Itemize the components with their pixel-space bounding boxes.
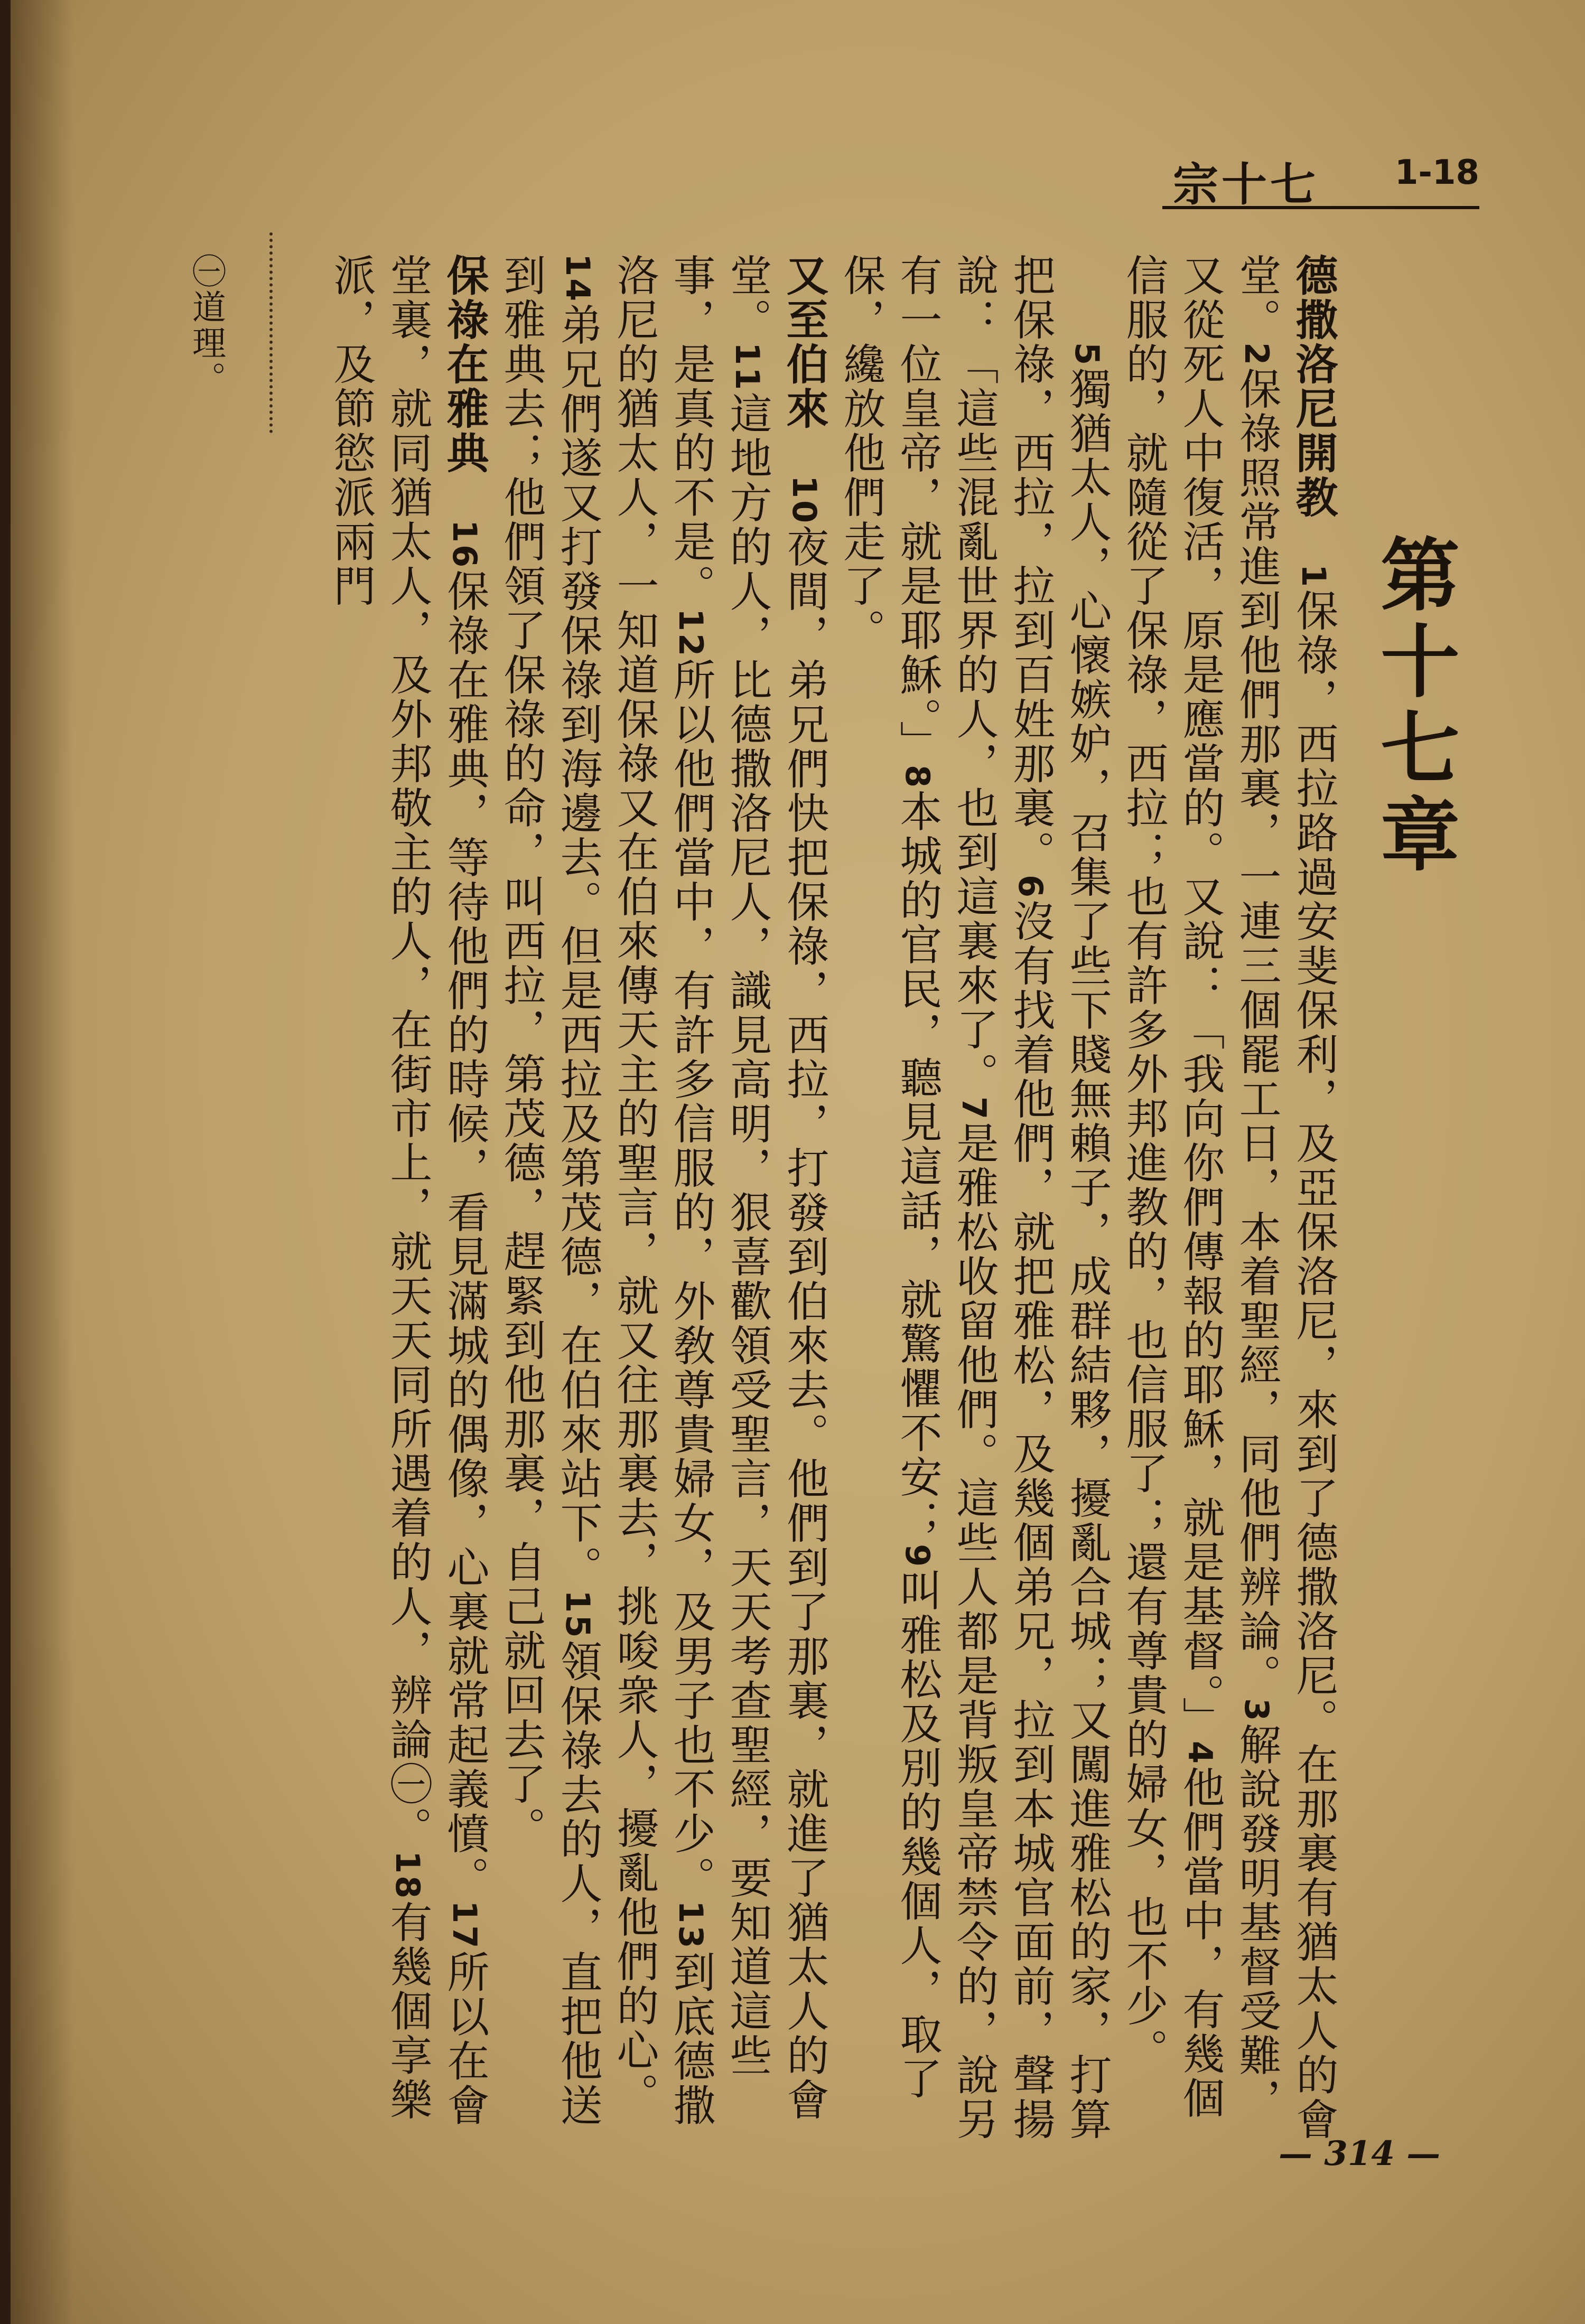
footnote-divider — [269, 232, 294, 433]
verse-text: 解說發明基督受難，又從死人中復活，原是應當的。又說：「我向你們傳報的耶穌，就是基督。」 — [1176, 254, 1281, 2123]
verse-number: 13 — [672, 1900, 710, 1951]
verse-text: 弟兄們遂又打發保祿到海邊去。但是西拉及第茂德，在伯來站下。 — [553, 303, 602, 1590]
verse-number: 9 — [898, 1544, 937, 1569]
verse-number: 3 — [1237, 1698, 1276, 1723]
running-head-verse-range: 1-18 — [1394, 153, 1479, 192]
verse-text: 叫雅松及別的幾個人，取了保，纔放他們走了。 — [836, 254, 942, 2102]
verse-text: 保祿，西拉路過安斐保利，及亞保洛尼，來到了德撒洛尼。在那裏有猶太人的會堂。 — [1232, 254, 1338, 2142]
verse-text: 本城的官民，聽見這話，就驚懼不安； — [893, 790, 942, 1544]
verse-text: 是雅松收留他們。這些人都是背叛皇帝禁令的，說另有一位皇帝，就是耶穌。」 — [893, 254, 999, 2142]
verse-number: 12 — [672, 608, 710, 659]
verse-number: 7 — [955, 1097, 993, 1122]
verse-text: 有幾個享樂派，及節慾派兩門 — [327, 254, 432, 2123]
running-head — [1162, 148, 1479, 209]
section-heading: 保祿在雅典 — [440, 254, 489, 475]
paragraph — [833, 254, 1115, 2155]
verse-number: 10 — [785, 475, 824, 526]
verse-text: 所以在會堂裏，就同猶太人，及外邦敬主的人，在街市上，就天天同所遇着的人，辨論㊀。 — [383, 254, 489, 2128]
verse-number: 6 — [1011, 875, 1050, 900]
verse-text: 這地方的人，比德撒洛尼人，識見高明，狠喜歡領受聖言，天天考查聖經，要知道這些事，是真的不是。 — [666, 254, 772, 2078]
verse-text: 他們當中，有幾個信服的，就隨從了保祿，西拉；也有許多外邦進教的，也信服了；還有尊貴的婦女，也不少。 — [1119, 254, 1225, 2121]
verse-number: 8 — [898, 765, 937, 790]
verse-number: 17 — [445, 1900, 484, 1951]
book-page — [11, 0, 1585, 2324]
verse-number: 18 — [388, 1851, 427, 1901]
chapter-title: 第十七章 — [1367, 533, 1460, 880]
verse-number: 4 — [1181, 1741, 1219, 1766]
verse-text: 所以他們當中，有許多信服的，外敎尊貴婦女，及男子也不少。 — [666, 658, 715, 1901]
verse-text: 保祿照常進到他們那裏，一連三個罷工日，本着聖經，同他們辨論。 — [1232, 367, 1281, 1699]
verse-text: 到底德撒洛尼的猶太人，一知道保祿又在伯來傳天主的聖言，就又往那裏去，挑唆衆人，擾亂他們的心。 — [610, 254, 715, 2128]
verse-text: 領保祿去的人，直把他送到雅典去；他們領了保祿的命，叫西拉，第茂德，趕緊到他那裏，自己就回去了。 — [497, 254, 602, 2128]
paragraph — [1115, 254, 1342, 2155]
running-head-title: 宗十七 — [1173, 158, 1319, 211]
verse-text: 沒有找着他們，就把雅松，及幾個弟兄，拉到本城官面前，聲揚說：「這些混亂世界的人，也到這裏來了。 — [949, 254, 1055, 2142]
verse-text: 獨猶太人，心懷嫉妒，召集了些下賤無賴子，成群結夥，擾亂合城；又闖進雅松的家，打算把保祿，西拉，拉到百姓那裏。 — [1006, 254, 1112, 2142]
verse-text: 夜間，弟兄們快把保祿，西拉，打發到伯來去。他們到了那裏，就進了猶太人的會堂。 — [723, 254, 829, 2123]
section-heading: 又至伯來 — [779, 254, 829, 431]
paragraph — [493, 254, 833, 2155]
section-heading: 德撒洛尼開教 — [1289, 254, 1338, 520]
verse-number: 1 — [1294, 564, 1333, 589]
page-number: — 314 — — [1279, 2134, 1441, 2173]
verse-number: 5 — [1068, 342, 1106, 368]
body-text — [243, 254, 1342, 2155]
verse-text: 保祿在雅典，等待他們的時候，看見滿城的偶像，心裏就常起義憤。 — [440, 569, 489, 1901]
verse-number: 15 — [558, 1590, 597, 1640]
verse-number: 14 — [558, 254, 597, 304]
page-gutter-shadow — [11, 0, 74, 2324]
verse-number: 16 — [445, 520, 484, 570]
verse-number: 2 — [1237, 342, 1276, 368]
footnote: ㊀道理。 — [187, 254, 226, 397]
paragraph — [323, 254, 493, 2155]
verse-number: 11 — [728, 342, 767, 392]
